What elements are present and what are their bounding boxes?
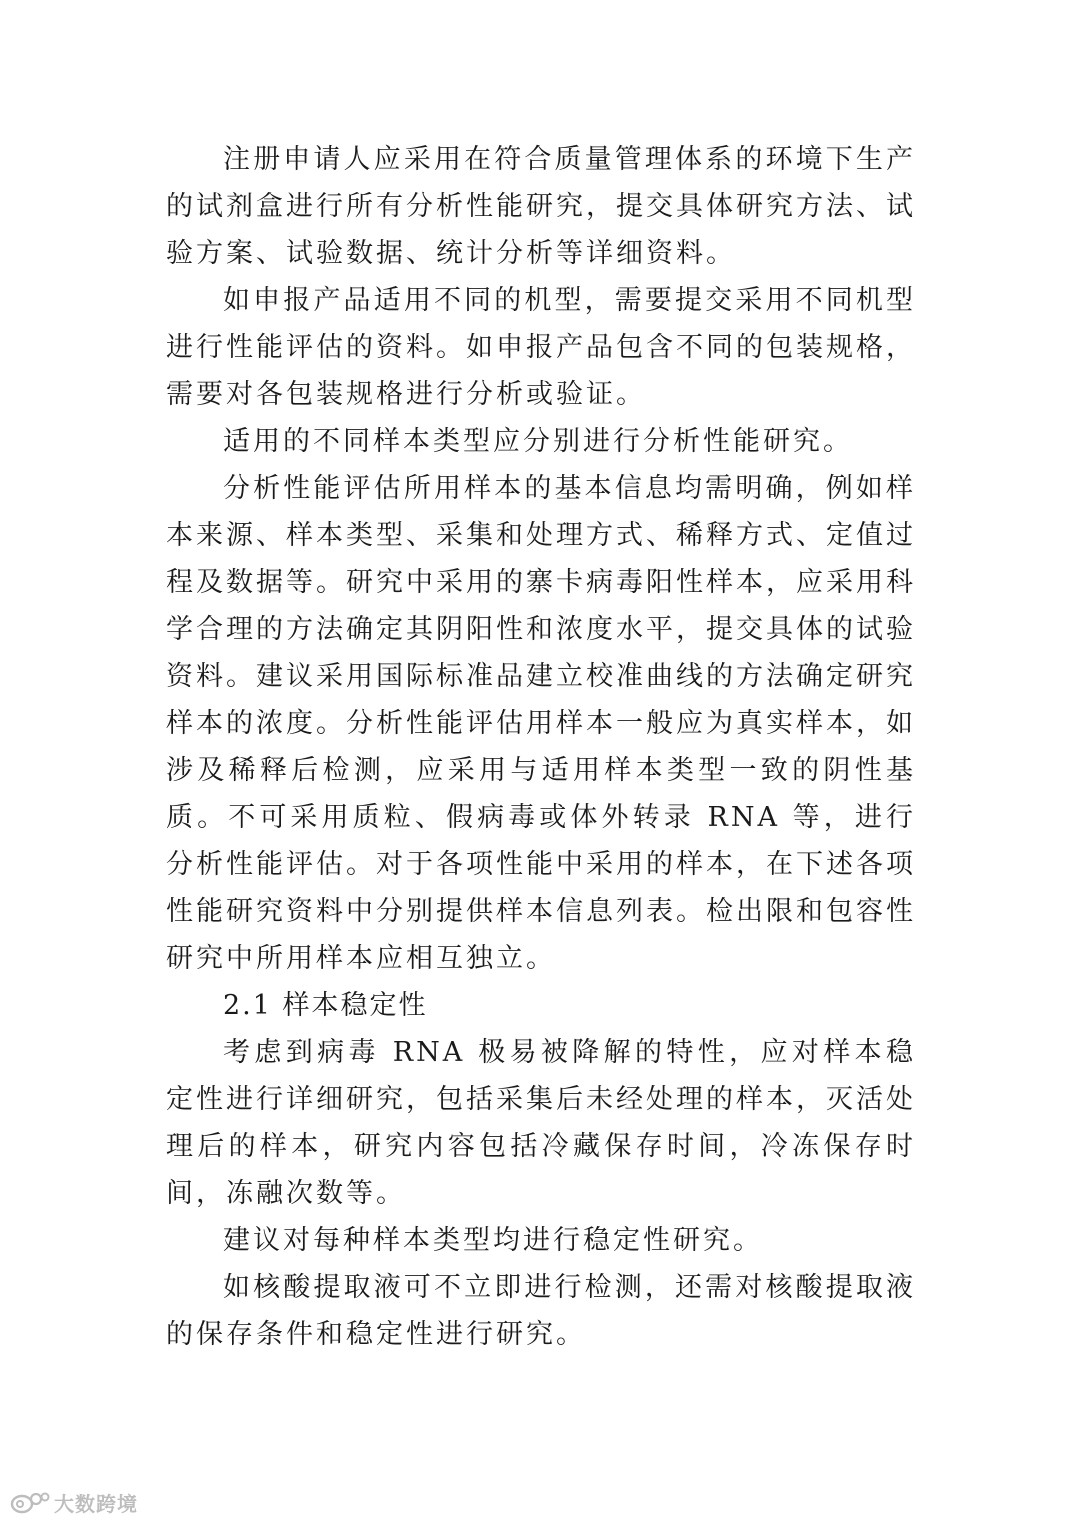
document-body xyxy=(166,136,916,1358)
section-heading: 2.1 样本稳定性 xyxy=(223,990,428,1021)
paragraph: 考虑到病毒 RNA 极易被降解的特性，应对样本稳定性进行详细研究，包括采集后未经处理的样本，灭活处理后的样本，研究内容包括冷藏保存时间，冷冻保存时间，冻融次数等。 xyxy=(166,1037,916,1209)
paragraph: 如申报产品适用不同的机型，需要提交采用不同机型进行性能评估的资料。如申报产品包含不同的包装规格，需要对各包装规格进行分析或验证。 xyxy=(166,285,916,410)
weibo-like-logo-icon xyxy=(10,1489,50,1515)
watermark-text: 大数跨境 xyxy=(54,1491,138,1516)
paragraph: 适用的不同样本类型应分别进行分析性能研究。 xyxy=(223,426,853,457)
watermark xyxy=(10,1488,138,1516)
paragraph: 分析性能评估所用样本的基本信息均需明确，例如样本来源、样本类型、采集和处理方式、稀释方式、定值过程及数据等。研究中采用的寨卡病毒阳性样本，应采用科学合理的方法确定其阴阳性和浓度水平，提交具体的试验资料。建议采用国际标准品建立校准曲线的方法确定研究样本的浓度。分析性能评估用样本一般应为真实样本，如涉及稀释后检测，应采用与适用样本类型一致的阴性基质。不可采用质粒、假病毒或体外转录 RNA 等，进行分析性能评估。对于各项性能中采用的样本，在下述各项性能研究资料中分别提供样本信息列表。检出限和包容性研究中所用样本应相互独立。 xyxy=(166,473,916,974)
paragraph: 如核酸提取液可不立即进行检测，还需对核酸提取液的保存条件和稳定性进行研究。 xyxy=(166,1272,916,1350)
paragraph: 建议对每种样本类型均进行稳定性研究。 xyxy=(223,1225,763,1256)
paragraph: 注册申请人应采用在符合质量管理体系的环境下生产的试剂盒进行所有分析性能研究，提交具体研究方法、试验方案、试验数据、统计分析等详细资料。 xyxy=(166,144,916,269)
